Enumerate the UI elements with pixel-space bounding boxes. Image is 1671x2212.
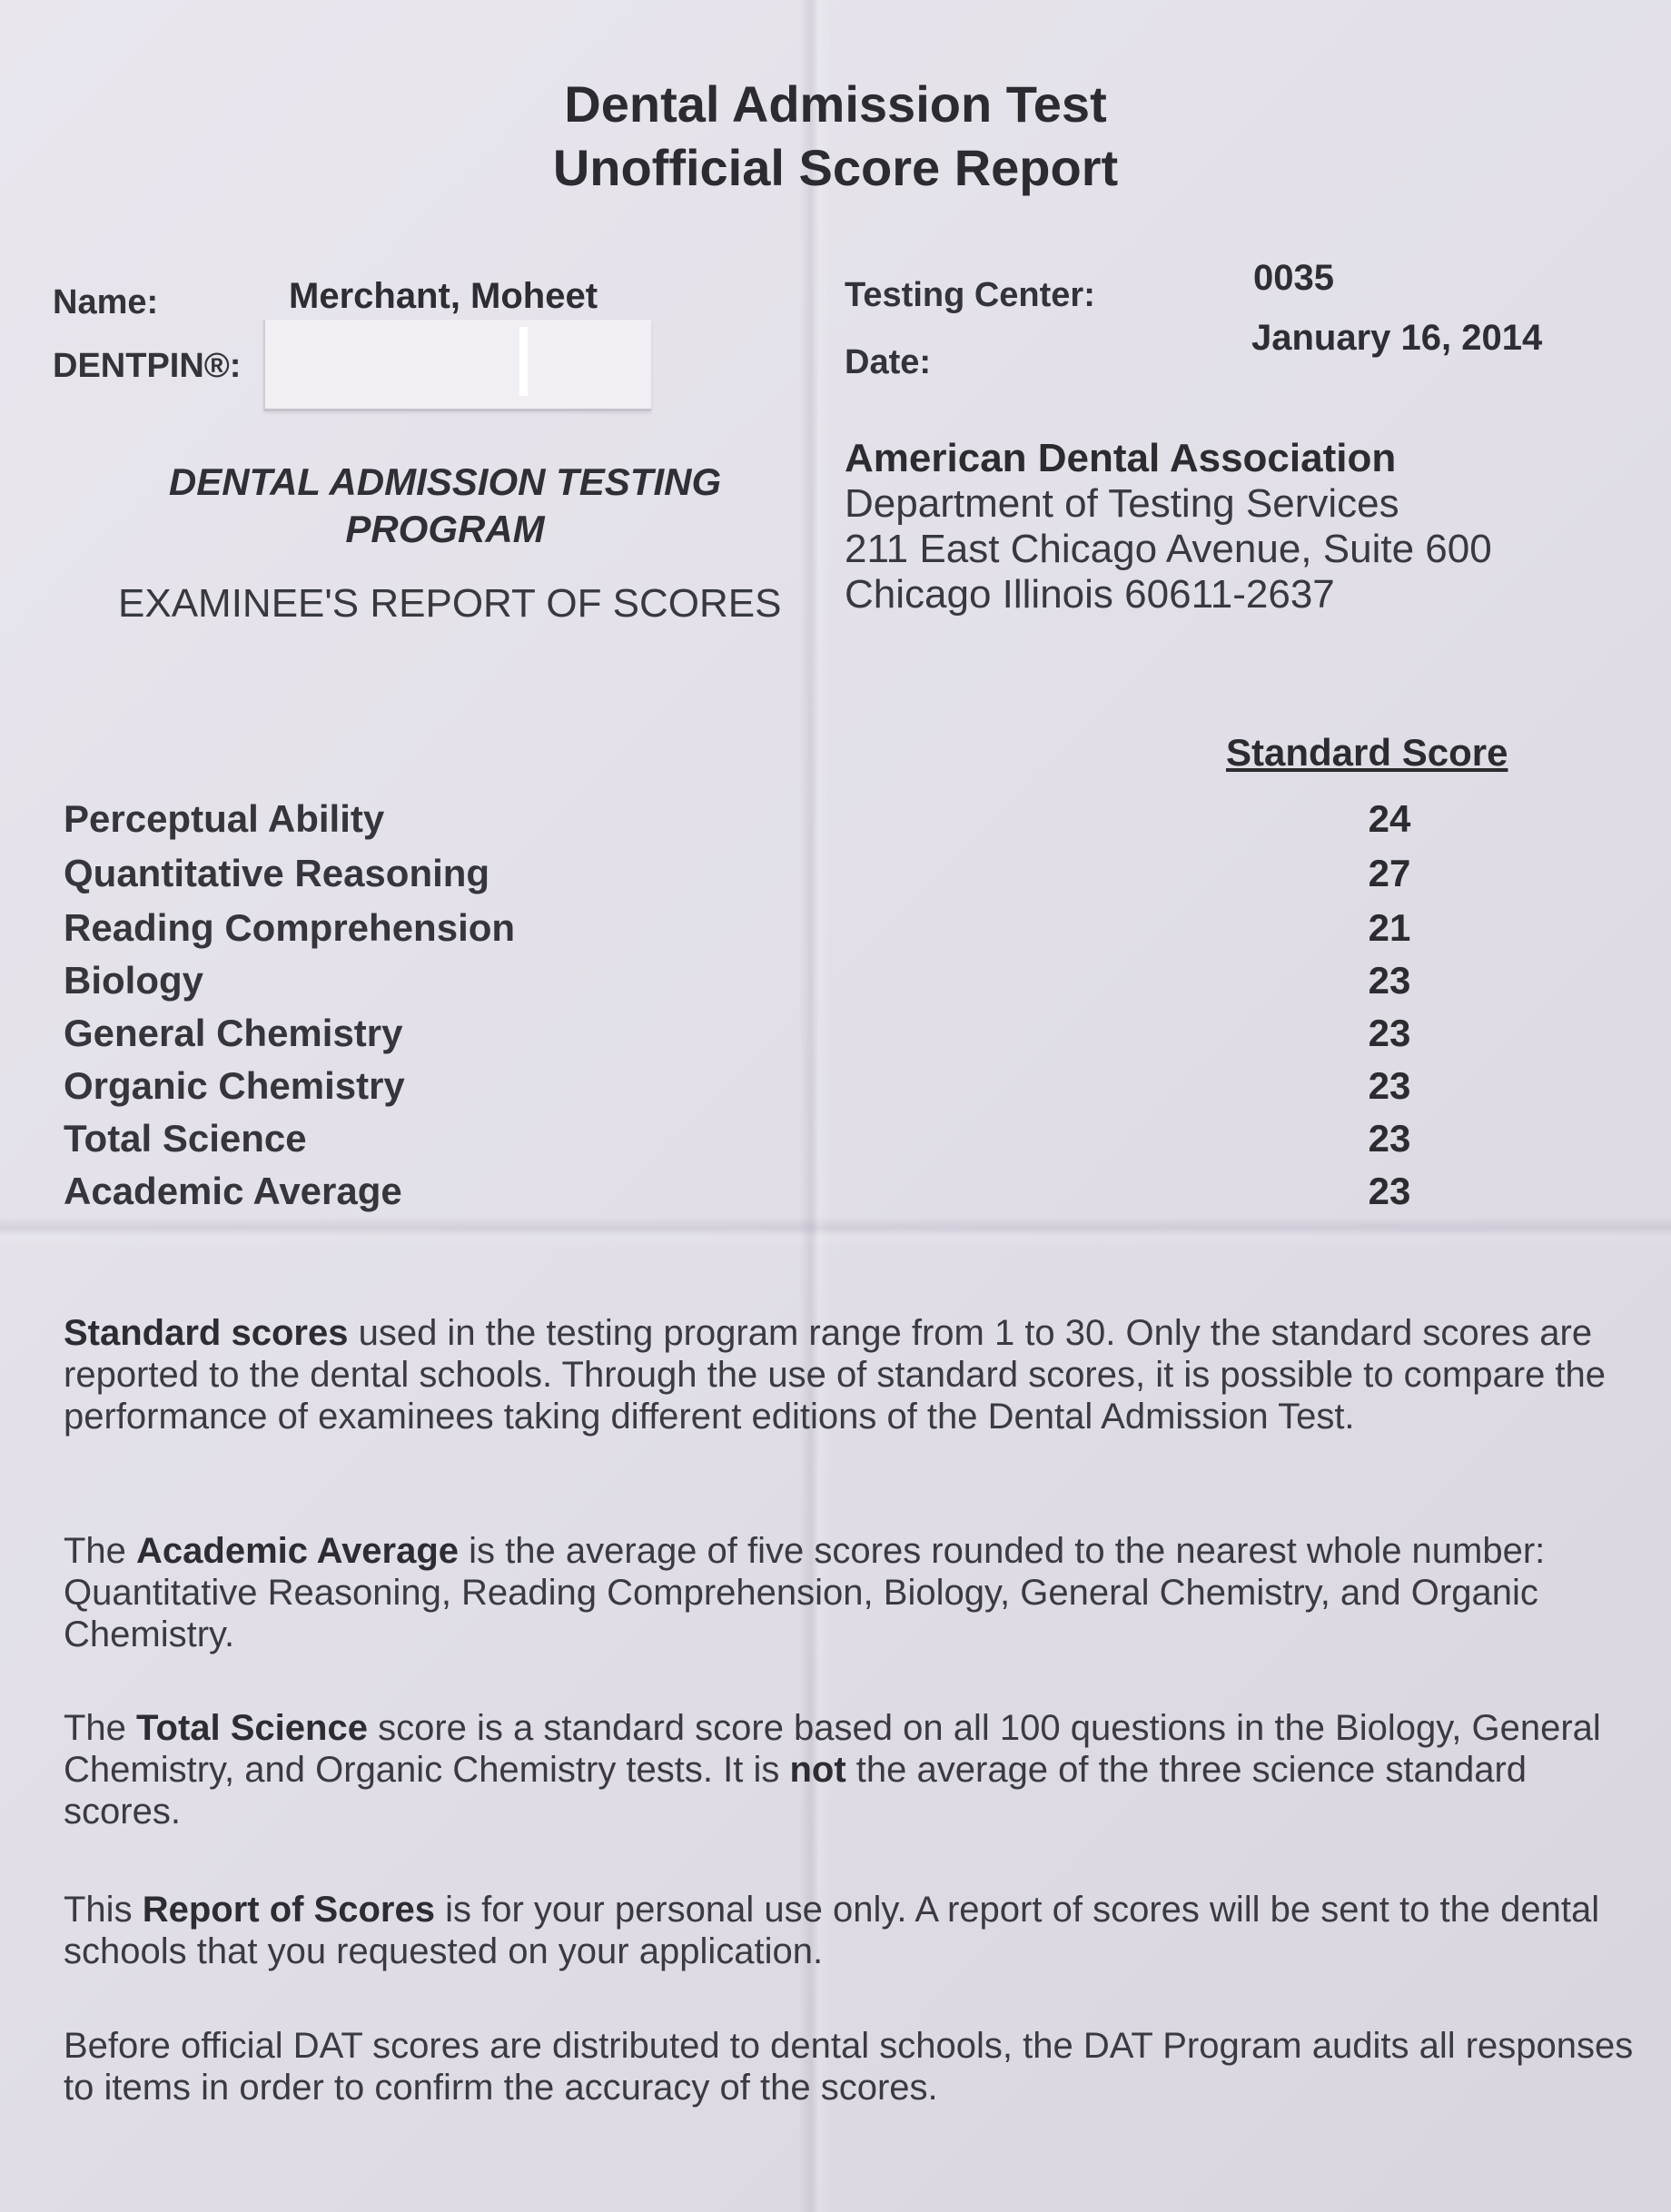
score-subject: Biology bbox=[64, 959, 203, 1002]
score-value: 23 bbox=[1368, 1170, 1411, 1212]
standard-score-header: Standard Score bbox=[1226, 731, 1508, 774]
note-text: The bbox=[64, 1531, 137, 1571]
note-bold-term: Academic Average bbox=[136, 1531, 460, 1571]
report-title-line1: Dental Admission Test bbox=[564, 75, 1107, 133]
report-title-line2: Unofficial Score Report bbox=[552, 139, 1119, 196]
testing-program-heading bbox=[127, 459, 763, 553]
score-value: 23 bbox=[1368, 1117, 1411, 1160]
score-subject: Total Science bbox=[64, 1117, 307, 1160]
date-label: Date: bbox=[845, 343, 932, 381]
organization-address-line2: Chicago Illinois 60611-2637 bbox=[845, 572, 1335, 617]
organization-name: American Dental Association bbox=[845, 436, 1397, 480]
note-bold-term: not bbox=[789, 1750, 846, 1790]
score-row bbox=[64, 906, 1426, 959]
score-row bbox=[64, 959, 1426, 1012]
note-text: is the average of five scores rounded to the nearest whole number: Quantitative Reasoning, Reading Comprehension, Biology, General Chemistry, and Organic Chemistry. bbox=[64, 1531, 1546, 1654]
testing-center-label: Testing Center: bbox=[845, 276, 1095, 314]
note-audit: Before official DAT scores are distributed to dental schools, the DAT Program audits all responses to items in order to confirm the accuracy of the scores. bbox=[64, 2026, 1634, 2108]
program-line2: PROGRAM bbox=[345, 508, 545, 550]
organization-address-line1: 211 East Chicago Avenue, Suite 600 bbox=[845, 527, 1492, 571]
redaction-mark bbox=[519, 327, 528, 396]
dentpin-redacted-box bbox=[263, 320, 651, 411]
note-text: the average of the three science standard scores. bbox=[64, 1750, 1528, 1832]
organization-address bbox=[845, 436, 1492, 617]
note-standard-scores bbox=[64, 1312, 1635, 1437]
score-row bbox=[64, 1170, 1426, 1222]
note-academic-average bbox=[64, 1530, 1635, 1655]
score-subject: Reading Comprehension bbox=[64, 906, 516, 949]
score-value: 27 bbox=[1368, 852, 1411, 894]
score-row bbox=[64, 797, 1426, 850]
score-row bbox=[64, 852, 1426, 904]
name-label: Name: bbox=[53, 283, 159, 321]
score-subject: Academic Average bbox=[64, 1170, 402, 1212]
score-subject: General Chemistry bbox=[64, 1012, 403, 1054]
score-value: 23 bbox=[1368, 1012, 1411, 1054]
dentpin-label: DENTPIN®: bbox=[53, 347, 242, 385]
note-text: used in the testing program range from 1 to 30. Only the standard scores are reported to the dental schools. Through the use of standard scores, it is possible to compare the performance of examinees taking different editions of the Dental Admission Test. bbox=[64, 1313, 1607, 1437]
score-subject: Perceptual Ability bbox=[64, 797, 385, 840]
score-value: 23 bbox=[1368, 959, 1411, 1002]
examinee-name: Merchant, Moheet bbox=[289, 276, 598, 316]
testing-center-value: 0035 bbox=[1253, 258, 1334, 298]
examinee-report-heading: EXAMINEE'S REPORT OF SCORES bbox=[118, 581, 782, 626]
note-total-science bbox=[64, 1707, 1635, 1832]
note-bold-term: Report of Scores bbox=[142, 1890, 435, 1930]
score-row bbox=[64, 1012, 1426, 1064]
score-value: 23 bbox=[1368, 1064, 1411, 1107]
note-bold-term: Standard scores bbox=[64, 1313, 349, 1353]
organization-department: Department of Testing Services bbox=[845, 481, 1399, 526]
program-line1: DENTAL ADMISSION TESTING bbox=[168, 460, 722, 503]
note-report-of-scores bbox=[64, 1889, 1635, 1972]
note-bold-term: Total Science bbox=[136, 1708, 368, 1748]
score-subject: Organic Chemistry bbox=[64, 1064, 405, 1107]
score-row bbox=[64, 1064, 1426, 1117]
score-subject: Quantitative Reasoning bbox=[64, 852, 490, 894]
note-text: This bbox=[64, 1890, 143, 1930]
note-text: The bbox=[64, 1708, 137, 1748]
test-date: January 16, 2014 bbox=[1251, 318, 1543, 358]
score-value: 24 bbox=[1368, 797, 1411, 840]
note-text: score is a standard score based on all 100 questions in the Biology, General Chemistry, and Organic Chemistry tests. It is bbox=[64, 1708, 1601, 1790]
score-value: 21 bbox=[1368, 906, 1411, 949]
score-row bbox=[64, 1117, 1426, 1170]
note-text: is for your personal use only. A report of scores will be sent to the dental schools that you requested on your application. bbox=[64, 1890, 1600, 1971]
